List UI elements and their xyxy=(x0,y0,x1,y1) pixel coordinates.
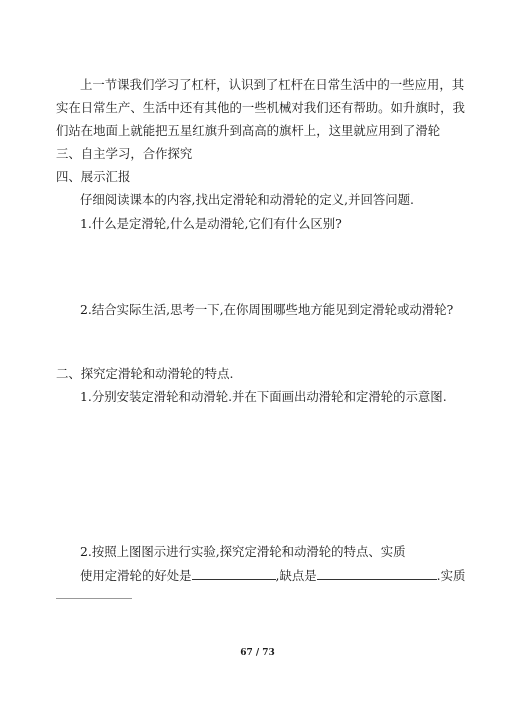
fill-in-sentence xyxy=(80,567,480,584)
section-two-heading: 二、探究定滑轮和动滑轮的特点. xyxy=(56,366,234,381)
intro-line-2: 实在日常生产、生活中还有其他的一些机械对我们还有帮助。如升旗时，我 xyxy=(56,100,465,115)
fill-suffix: .实质 xyxy=(436,568,466,583)
intro-line-1: 上一节课我们学习了杠杆，认识到了杠杆在日常生活中的一些应用，其 xyxy=(80,77,465,92)
section-three-heading: 三、自主学习，合作探究 xyxy=(56,146,193,161)
fill-prefix: 使用定滑轮的好处是 xyxy=(80,568,192,583)
footnote-divider xyxy=(56,598,132,599)
intro-line-3: 们站在地面上就能把五星红旗升到高高的旗杆上，这里就应用到了滑轮 xyxy=(56,123,441,138)
reading-instruction: 仔细阅读课本的内容,找出定滑轮和动滑轮的定义,并回答问题. xyxy=(80,192,414,207)
question-2: 2.结合实际生活,思考一下,在你周围哪些地方能见到定滑轮或动滑轮? xyxy=(80,302,454,317)
fill-middle: ,缺点是 xyxy=(275,568,317,583)
task-1: 1.分别安装定滑轮和动滑轮.并在下面画出动滑轮和定滑轮的示意图. xyxy=(80,389,447,404)
section-four-heading: 四、展示汇报 xyxy=(56,169,131,184)
page-number: 67 / 73 xyxy=(240,648,275,658)
advantage-blank[interactable] xyxy=(192,567,276,580)
question-1: 1.什么是定滑轮,什么是动滑轮,它们有什么区别? xyxy=(80,216,342,231)
disadvantage-blank[interactable] xyxy=(317,567,437,580)
task-2: 2.按照上图图示进行实验,探究定滑轮和动滑轮的特点、实质 xyxy=(80,544,406,559)
